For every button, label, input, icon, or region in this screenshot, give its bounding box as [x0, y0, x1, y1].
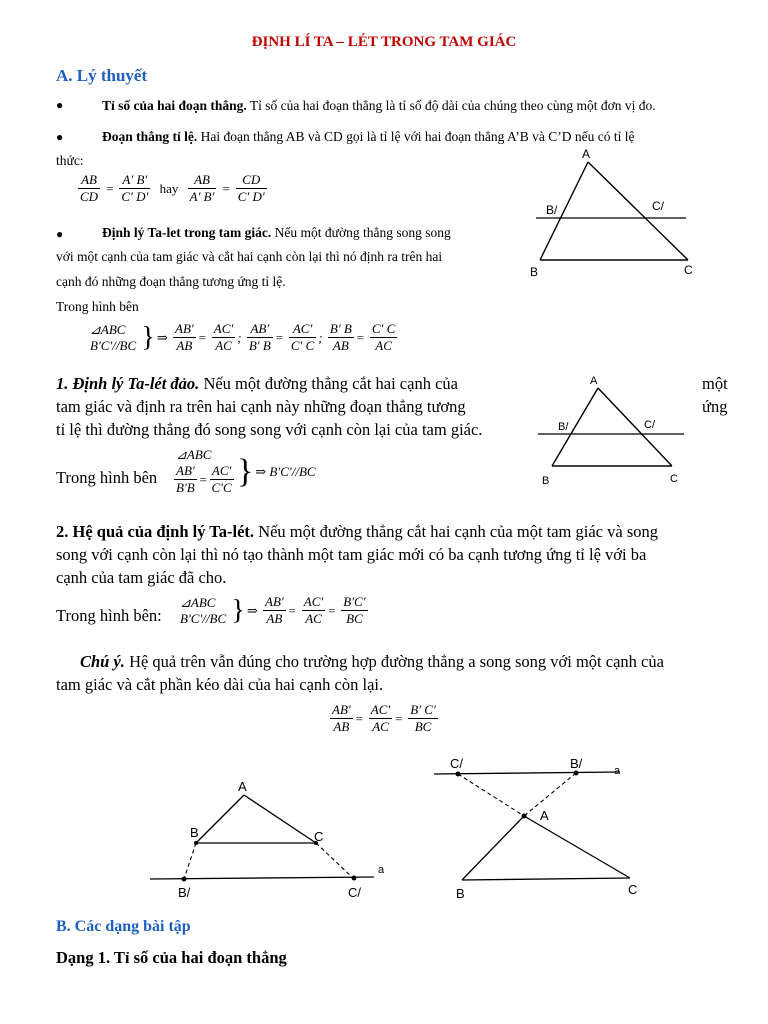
bullet-continuation: thức:	[56, 153, 84, 168]
text-line: tam giác và cắt phần kéo dài của hai cạnh còn lại.	[56, 675, 384, 694]
fraction: $\frac{AB'}{B' B}$	[248, 321, 271, 353]
label-c: C	[684, 263, 693, 277]
bullet-text: Tỉ số của hai đoạn thẳng là tỉ số độ dài của chúng theo cùng một đơn vị đo.	[246, 98, 656, 113]
bullet-text: Nếu một đường thẳng song song	[271, 225, 451, 240]
fraction: $\frac{CD}{C' D'}$	[237, 172, 265, 204]
label-c: C	[670, 473, 678, 485]
fraction: $\frac{AC'}{AC}$	[370, 702, 391, 734]
svg-text:A: A	[238, 779, 247, 794]
svg-text:B: B	[456, 886, 465, 901]
svg-text:a: a	[614, 765, 621, 777]
converse-theorem-line: 1. Định lý Ta-lét đảo. Nếu một đường thẳng cắt hai cạnh của	[56, 374, 458, 393]
text-line: cạnh đó những đoạn thẳng tương ứng tỉ lệ.	[56, 274, 286, 289]
note-line: Chú ý. Hệ quả trên vẫn đúng cho trường hợp đường thẳng a song song với một cạnh của	[80, 652, 664, 671]
fraction: $\frac{AB}{CD}$	[80, 172, 99, 204]
fraction: $\frac{A' B'}{C' D'}$	[121, 172, 149, 204]
conditions: ⊿ABC $\frac{AB'}{B'B}$ = $\frac{AC'}{C'C}$	[176, 447, 232, 495]
side-ac	[598, 388, 672, 466]
fraction: $\frac{B'C'}{BC}$	[343, 594, 366, 626]
label-b-prime: B/	[558, 421, 569, 433]
text-line: tỉ lệ thì đường thẳng đó song song với cạnh còn lại của tam giác.	[56, 420, 483, 439]
label-a: A	[590, 375, 598, 387]
svg-text:C/: C/	[348, 885, 361, 900]
svg-text:B/: B/	[570, 756, 583, 771]
corollary-line: 2. Hệ quả của định lý Ta-lét. Nếu một đường thẳng cắt hai cạnh của một tam giác và song	[56, 522, 658, 541]
label-b: B	[542, 475, 550, 487]
fraction: $\frac{B' B}{AB}$	[329, 321, 352, 353]
fraction: $\frac{AB'}{B'B}$	[176, 463, 195, 495]
label-b: B	[530, 265, 539, 279]
section-b-heading: B. Các dạng bài tập	[56, 918, 191, 935]
fraction: $\frac{AC'}{C'C}$	[211, 463, 232, 495]
figure-extension-below	[140, 775, 400, 905]
fraction: $\frac{AC'}{AC}$	[303, 594, 324, 626]
formula-converse: ⊿ABC $\frac{AB'}{B'B}$ = $\frac{AC'}{C'C}$ } ⇒ B′C′//BC	[176, 447, 316, 495]
formula-corollary: ⊿ABC B′C′//BC } ⇒ $\frac{AB'}{AB}$ = $\frac{AC'}{AC}$ = $\frac{B'C'}{BC}$	[180, 594, 366, 626]
text-line: với một cạnh của tam giác và cắt hai cạnh còn lại thì nó định ra trên hai	[56, 249, 443, 264]
label-c-prime: C/	[644, 419, 655, 431]
text-line: song với cạnh còn lại thì nó tạo thành một tam giác mới có ba cạnh tương ứng tỉ lệ với ba	[56, 545, 647, 564]
formula-talet: ⊿ABC B′C′//BC } ⇒ $\frac{AB'}{AB}$ = $\frac{AC'}{AC}$ ; $\frac{AB'}{B' B}$ = $\frac{AC'}{C' C}$ ; $\frac{B' B}{AB}$ = $\frac{C' C}{AC}$	[90, 321, 396, 353]
svg-text:C: C	[628, 882, 638, 897]
text-line: cạnh của tam giác đã cho.	[56, 568, 227, 587]
fraction: $\frac{AC'}{AC}$	[213, 321, 234, 353]
fraction: $\frac{AB'}{AB}$	[175, 321, 194, 353]
fraction: $\frac{AB'}{AB}$	[265, 594, 284, 626]
label-a: A	[582, 147, 591, 161]
fraction: $\frac{AB'}{AB}$	[332, 702, 351, 734]
conditions: ⊿ABC B′C′//BC	[90, 321, 137, 353]
label-b-prime: B/	[546, 203, 558, 217]
svg-text:a: a	[378, 864, 385, 876]
figure-triangle-converse	[530, 372, 700, 492]
page-title: ĐỊNH LÍ TA – LÉT TRONG TAM GIÁC	[251, 34, 517, 50]
section-2-heading: 2. Hệ quả của định lý Ta-lét.	[56, 522, 255, 541]
note-heading: Chú ý.	[80, 652, 125, 671]
svg-text:B/: B/	[178, 885, 191, 900]
text-line: Trong hình bên	[56, 299, 139, 314]
bullet-dot: ●	[56, 130, 64, 144]
bullet-ratio-definition	[102, 92, 742, 119]
text-line: tam giác và định ra trên hai cạnh này những đoạn thẳng tương	[56, 397, 466, 416]
bullet-talet-theorem	[102, 219, 451, 246]
bullet-dot: ●	[56, 227, 64, 241]
text-line: ứng	[702, 397, 728, 416]
text-line: Trong hình bên:	[56, 606, 162, 625]
bullet-dot: ●	[56, 98, 64, 112]
text-line: Trong hình bên	[56, 468, 158, 487]
exercise-type-1-heading: Dạng 1. Tỉ số của hai đoạn thẳng	[56, 948, 287, 967]
bullet-head: Định lý Ta-let trong tam giác.	[102, 225, 272, 240]
svg-text:B: B	[190, 825, 199, 840]
formula-note: $\frac{AB'}{AB}$ = $\frac{AC'}{AC}$ = $\frac{B' C'}{BC}$	[332, 702, 436, 734]
conditions: ⊿ABC B′C′//BC	[180, 594, 227, 626]
section-a-heading: A. Lý thuyết	[56, 66, 148, 85]
label-c-prime: C/	[652, 199, 664, 213]
fraction: $\frac{B' C'}{BC}$	[410, 702, 436, 734]
fraction: $\frac{AB}{A' B'}$	[189, 172, 215, 204]
figure-triangle-talet	[520, 142, 700, 282]
svg-text:C: C	[314, 829, 324, 844]
figure-extension-above	[430, 752, 660, 902]
bullet-head: Tỉ số của hai đoạn thẳng.	[102, 98, 247, 113]
section-1-heading: 1. Định lý Ta-lét đảo.	[56, 374, 200, 393]
svg-text:C/: C/	[450, 756, 463, 771]
formula-proportion: $\frac{AB}{CD}$ = $\frac{A' B'}{C' D'}$ hay $\frac{AB}{A' B'}$ = $\frac{CD}{C' D'}$	[80, 172, 265, 204]
bullet-head: Đoạn thẳng tỉ lệ.	[102, 129, 198, 144]
text-line: một	[702, 374, 728, 393]
fraction: $\frac{C' C}{AC}$	[371, 321, 396, 353]
fraction: $\frac{AC'}{C' C}$	[290, 321, 315, 353]
svg-text:A: A	[540, 808, 549, 823]
bullet-text: Hai đoạn thẳng AB và CD gọi là tỉ lệ với hai đoạn thẳng A’B và C’D nếu có tỉ lệ	[197, 129, 635, 144]
side-ac	[588, 162, 688, 260]
